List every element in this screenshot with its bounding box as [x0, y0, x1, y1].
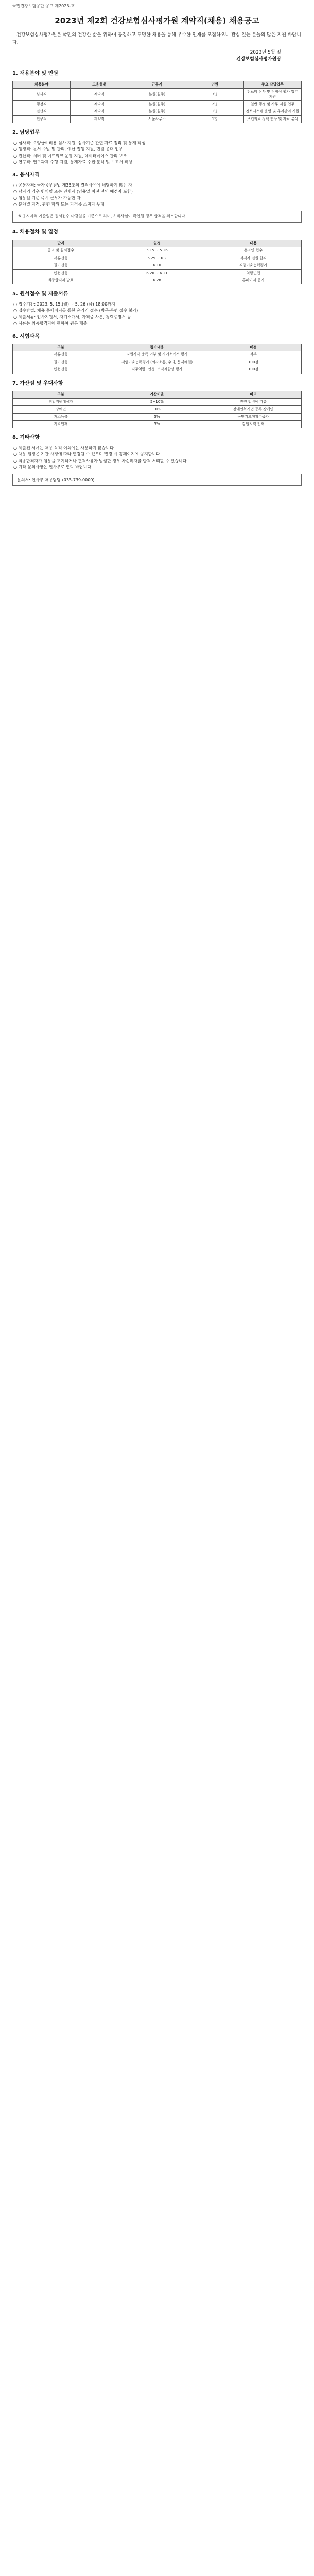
list-item: ○ 채용 일정은 기관 사정에 따라 변경될 수 있으며 변경 시 홈페이지에 공지합니다.	[13, 452, 162, 457]
etc-list	[12, 445, 302, 471]
table-cell: 정보시스템 운영 및 유지관리 지원	[243, 108, 301, 115]
table-cell: 서류전형	[13, 351, 109, 359]
table-row	[13, 108, 302, 115]
list-item: ○ 심사직: 요양급여비용 심사 지원, 심사기준 관련 자료 정리 및 통계 작성	[13, 140, 146, 145]
table-cell: 필기전형	[13, 359, 109, 366]
list-item: ○ 기타 문의사항은 인사부로 연락 바랍니다.	[13, 465, 93, 470]
section-title: 5. 원서접수 및 제출서류	[12, 291, 68, 297]
table-header-row	[13, 391, 302, 398]
table-cell: 강원지역 인재	[205, 421, 302, 428]
table-row	[13, 255, 302, 262]
table-cell: 1명	[186, 115, 243, 123]
table-cell: 장애인복지법 등록 장애인	[205, 406, 302, 413]
table-cell: 최종합격자 발표	[13, 277, 109, 284]
table-cell: 연구직	[13, 115, 71, 123]
table-cell: 계약직	[71, 108, 128, 115]
table-cell: 2명	[186, 101, 243, 108]
table-cell: 일반 행정 및 사무 지원 업무	[243, 101, 301, 108]
schedule-table	[12, 240, 302, 285]
table-cell: 직업기초능력평가	[205, 262, 302, 269]
table-cell: 5.29 ~ 6.2	[109, 255, 205, 262]
notice-box: ※ 응시자격 기준일은 원서접수 마감일을 기준으로 하며, 허위사실이 확인될 경우 합격을 취소합니다.	[12, 211, 302, 223]
table-cell: 본원(원주)	[128, 89, 186, 101]
table-row	[13, 101, 302, 108]
list-item: ○ 공통자격: 국가공무원법 제33조의 결격사유에 해당하지 않는 자	[13, 182, 132, 188]
duty-list	[12, 140, 302, 166]
table-row	[13, 406, 302, 413]
table-row	[13, 421, 302, 428]
table-header-cell: 단계	[13, 240, 109, 247]
table-cell: 장애인	[13, 406, 109, 413]
table-cell: 서류전형	[13, 255, 109, 262]
table-header-cell: 주요 담당업무	[243, 81, 301, 88]
doc-note: 국민건강보험공단 공고 제2023-호	[12, 4, 75, 8]
table-row	[13, 262, 302, 269]
table-cell: 본원(원주)	[128, 108, 186, 115]
table-header-cell: 채용분야	[13, 81, 71, 88]
table-header-row	[13, 81, 302, 88]
list-item: ○ 임용일 기준 즉시 근무가 가능한 자	[13, 195, 81, 200]
list-item: ○ 분야별 자격: 관련 학위 또는 자격증 소지자 우대	[13, 202, 104, 207]
table-cell: 10%	[109, 406, 205, 413]
table-cell: 보건의료 정책 연구 및 자료 분석	[243, 115, 301, 123]
table-cell: 지원자격 충족 여부 및 자기소개서 평가	[109, 351, 205, 359]
table-row	[13, 359, 302, 366]
table-row	[13, 277, 302, 284]
table-cell: 적부	[205, 351, 302, 359]
table-cell: 계약직	[71, 115, 128, 123]
table-cell: 전산직	[13, 108, 71, 115]
table-cell: 관련 법령에 따름	[205, 398, 302, 405]
qual-list	[12, 182, 302, 208]
section-title: 4. 채용절차 및 일정	[12, 229, 58, 235]
table-cell: 진료비 심사 및 적정성 평가 업무 지원	[243, 89, 301, 101]
table-cell: 100점	[205, 366, 302, 374]
table-header-cell: 평가내용	[109, 344, 205, 351]
table-header-cell: 내용	[205, 240, 302, 247]
table-cell: 5~10%	[109, 398, 205, 405]
table-cell: 5%	[109, 413, 205, 420]
table-cell: 6.10	[109, 262, 205, 269]
table-header-cell: 인원	[186, 81, 243, 88]
table-cell: 온라인 접수	[205, 247, 302, 255]
table-row	[13, 89, 302, 101]
table-cell: 필기전형	[13, 262, 109, 269]
table-cell: 6.28	[109, 277, 205, 284]
table-cell: 1명	[186, 108, 243, 115]
table-row	[13, 398, 302, 405]
table-cell: 면접전형	[13, 366, 109, 374]
table-row	[13, 269, 302, 277]
table-row	[13, 366, 302, 374]
date-line: 2023년 5월 일	[250, 50, 281, 56]
list-item: ○ 접수방법: 채용 홈페이지를 통한 온라인 접수 (방문·우편 접수 불가)	[13, 308, 138, 313]
list-item: ○ 제출된 서류는 채용 목적 이외에는 사용하지 않습니다.	[13, 445, 115, 450]
section-title: 7. 가산점 및 우대사항	[12, 380, 63, 386]
table-cell: 계약직	[71, 101, 128, 108]
table-cell: 행정직	[13, 101, 71, 108]
list-item: ○ 제출서류: 입사지원서, 자기소개서, 자격증 사본, 경력증명서 등	[13, 314, 131, 319]
table-header-cell: 근무지	[128, 81, 186, 88]
section-title: 8. 기타사항	[12, 435, 40, 441]
table-cell: 면접전형	[13, 269, 109, 277]
table-header-row	[13, 344, 302, 351]
table-header-cell: 비고	[205, 391, 302, 398]
table-cell: 공고 및 원서접수	[13, 247, 109, 255]
table-cell: 5%	[109, 421, 205, 428]
section-title: 6. 시험과목	[12, 333, 40, 340]
table-header-cell: 일정	[109, 240, 205, 247]
table-cell: 3명	[186, 89, 243, 101]
exam-table	[12, 344, 302, 374]
table-cell: 국민기초생활수급자	[205, 413, 302, 420]
table-row	[13, 413, 302, 420]
table-cell: 계약직	[71, 89, 128, 101]
table-cell: 5.15 ~ 5.26	[109, 247, 205, 255]
list-item: ○ 서류는 최종합격자에 한하여 원본 제출	[13, 321, 88, 326]
page-title: 2023년 제2회 건강보험심사평가원 계약직(채용) 채용공고	[55, 15, 259, 25]
section-title: 2. 담당업무	[12, 130, 40, 136]
table-cell: 직업기초능력평가 (의사소통, 수리, 문제해결)	[109, 359, 205, 366]
table-header-cell: 배점	[205, 344, 302, 351]
table-cell: 6.20 ~ 6.21	[109, 269, 205, 277]
table-cell: 본원(원주)	[128, 101, 186, 108]
table-row	[13, 351, 302, 359]
table-cell: 저소득층	[13, 413, 109, 420]
list-item: ○ 접수기간: 2023. 5. 15.(월) ~ 5. 26.(금) 18:00까지	[13, 301, 115, 307]
table-header-cell: 가산비율	[109, 391, 205, 398]
table-cell: 취업지원대상자	[13, 398, 109, 405]
list-item: ○ 행정직: 문서 수발 및 관리, 예산 집행 지원, 민원 응대 업무	[13, 147, 123, 152]
table-row	[13, 247, 302, 255]
list-item: ○ 최종합격자가 임용을 포기하거나 결격사유가 발생한 경우 차순위자를 합격 처리할 수 있습니다.	[13, 458, 188, 463]
list-item: ○ 전산직: 서버 및 네트워크 운영 지원, 데이터베이스 관리 보조	[13, 153, 127, 158]
intro-text: 건강보험심사평가원은 국민의 건강한 삶을 위하여 공정하고 투명한 채용을 통해 우수한 인재를 모집하오니 관심 있는 분들의 많은 지원 바랍니다.	[12, 32, 301, 45]
table-header-cell: 고용형태	[71, 81, 128, 88]
table-cell: 서울사무소	[128, 115, 186, 123]
table-header-cell: 구분	[13, 391, 109, 398]
issuer: 건강보험심사평가원장	[236, 57, 281, 62]
table-header-row	[13, 240, 302, 247]
table-cell: 적격자 전원 합격	[205, 255, 302, 262]
list-item: ○ 연구직: 연구과제 수행 지원, 통계자료 수집·분석 및 보고서 작성	[13, 160, 132, 165]
table-cell: 역량면접	[205, 269, 302, 277]
table-row	[13, 115, 302, 123]
table-cell: 직무역량, 인성, 조직적합성 평가	[109, 366, 205, 374]
table-cell: 100점	[205, 359, 302, 366]
contact-box: 문의처: 인사부 채용담당 (033-739-0000)	[12, 474, 302, 486]
apply-list	[12, 301, 302, 327]
recruit-table	[12, 81, 302, 124]
section-title: 1. 채용분야 및 인원	[12, 71, 58, 77]
table-cell: 심사직	[13, 89, 71, 101]
pref-table	[12, 391, 302, 428]
list-item: ○ 남자의 경우 병역필 또는 면제자 (임용일 이전 전역 예정자 포함)	[13, 189, 133, 194]
section-title: 3. 응시자격	[12, 172, 40, 178]
table-cell: 홈페이지 공지	[205, 277, 302, 284]
table-header-cell: 구분	[13, 344, 109, 351]
table-cell: 지역인재	[13, 421, 109, 428]
